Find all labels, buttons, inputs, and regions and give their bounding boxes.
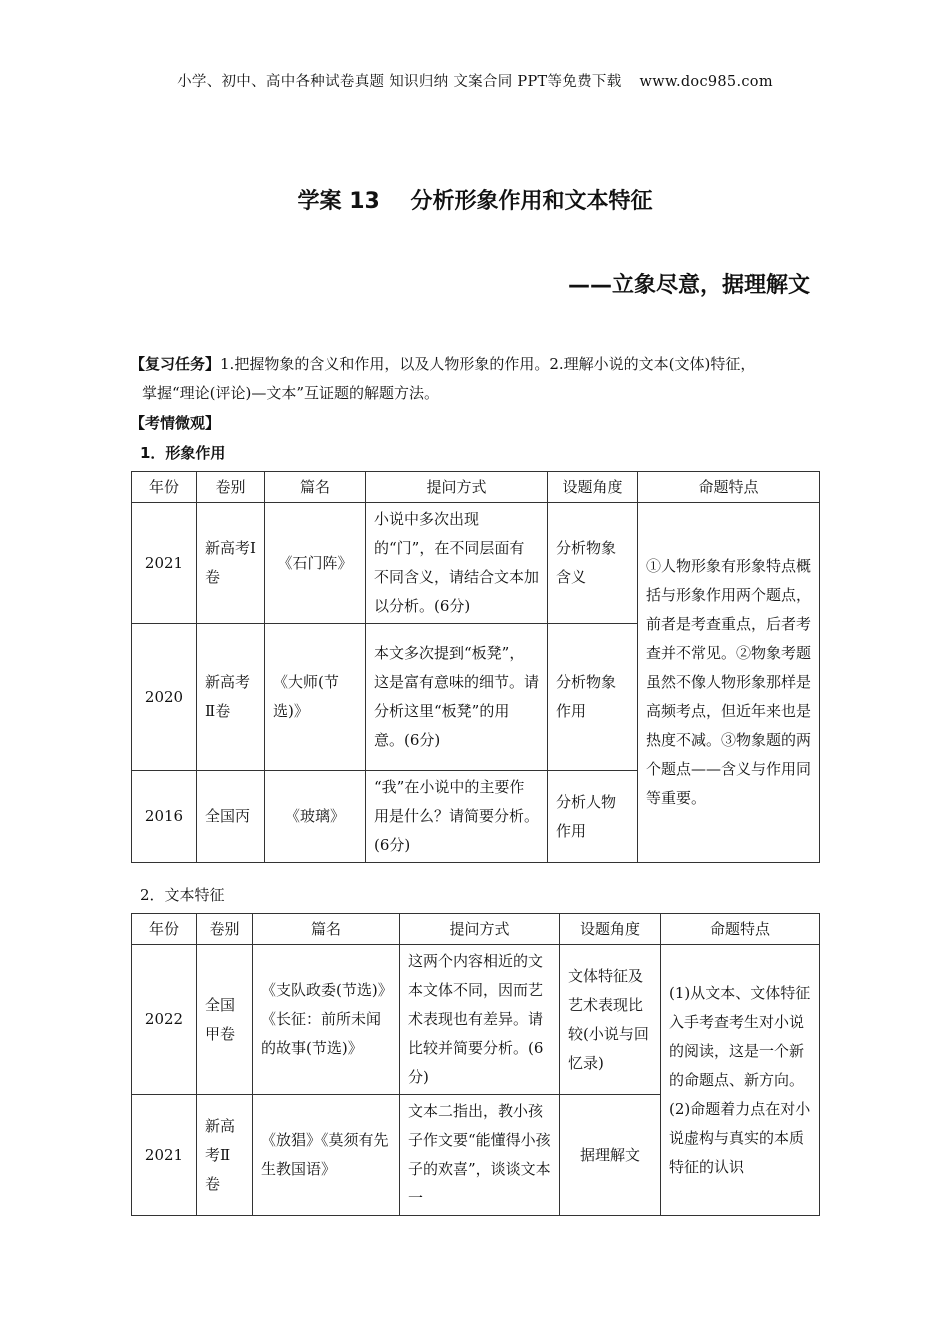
cell-year: 2020 bbox=[132, 624, 197, 771]
cell-title: 《大师(节选)》 bbox=[265, 624, 366, 771]
document-subtitle: ——立象尽意，据理解文 bbox=[567, 273, 810, 298]
cell-title: 《支队政委(节选)》《长征：前所未闻的故事(节选)》 bbox=[253, 945, 400, 1095]
header-question: 提问方式 bbox=[366, 472, 548, 503]
cell-paper: 新高考Ⅰ卷 bbox=[197, 503, 265, 624]
cell-angle: 分析物象含义 bbox=[548, 503, 638, 624]
cell-title: 《放猖》《莫须有先生教国语》 bbox=[253, 1095, 400, 1216]
section1-label: 1．形象作用 bbox=[140, 444, 226, 462]
header-question: 提问方式 bbox=[400, 914, 560, 945]
page-header bbox=[0, 70, 950, 91]
header-paper: 卷别 bbox=[197, 914, 253, 945]
review-line-1: 1.把握物象的含义和作用，以及人物形象的作用。2.理解小说的文本(文体)特征， bbox=[220, 355, 756, 373]
table-row bbox=[132, 503, 820, 624]
cell-angle: 分析人物作用 bbox=[548, 771, 638, 863]
cell-feature: (1)从文本、文体特征入手考查考生对小说的阅读，这是一个新的命题点、新方向。(2)命题着力点在对小说虚构与真实的本质特征的认识 bbox=[661, 945, 820, 1216]
cell-question: 小说中多次出现的“门”，在不同层面有不同含义，请结合文本加以分析。(6分) bbox=[366, 503, 548, 624]
header-title: 篇名 bbox=[253, 914, 400, 945]
header-feature: 命题特点 bbox=[661, 914, 820, 945]
header-angle: 设题角度 bbox=[560, 914, 661, 945]
review-label: 【复习任务】 bbox=[130, 355, 221, 373]
text-feature-table bbox=[131, 913, 820, 1216]
table-header-row bbox=[132, 472, 820, 503]
table-row bbox=[132, 945, 820, 1095]
header-text: 小学、初中、高中各种试卷真题 知识归纳 文案合同 PPT等免费下载 bbox=[177, 74, 622, 90]
cell-angle: 分析物象作用 bbox=[548, 624, 638, 771]
cell-title: 《石门阵》 bbox=[265, 503, 366, 624]
cell-paper: 全国丙 bbox=[197, 771, 265, 863]
review-task bbox=[130, 350, 830, 408]
section2-label: 2．文本特征 bbox=[140, 886, 225, 904]
image-function-table bbox=[131, 471, 820, 863]
cell-paper: 新高考Ⅱ卷 bbox=[197, 624, 265, 771]
cell-question: “我”在小说中的主要作用是什么？请简要分析。(6分) bbox=[366, 771, 548, 863]
header-paper: 卷别 bbox=[197, 472, 265, 503]
cell-year: 2021 bbox=[132, 1095, 197, 1216]
cell-paper: 全国甲卷 bbox=[197, 945, 253, 1095]
header-year: 年份 bbox=[132, 914, 197, 945]
cell-year: 2021 bbox=[132, 503, 197, 624]
cell-title: 《玻璃》 bbox=[265, 771, 366, 863]
cell-year: 2022 bbox=[132, 945, 197, 1095]
exam-label: 【考情微观】 bbox=[130, 414, 221, 432]
cell-feature: ①人物形象有形象特点概括与形象作用两个题点，前者是考查重点，后者考查并不常见。②物象考题虽然不像人物形象那样是高频考点，但近年来也是热度不减。③物象题的两个题点——含义与作用同等重要。 bbox=[638, 503, 820, 863]
header-year: 年份 bbox=[132, 472, 197, 503]
cell-question: 本文多次提到“板凳”，这是富有意味的细节。请分析这里“板凳”的用意。(6分) bbox=[366, 624, 548, 771]
header-feature: 命题特点 bbox=[638, 472, 820, 503]
document-title: 学案 13 分析形象作用和文本特征 bbox=[297, 189, 653, 214]
header-angle: 设题角度 bbox=[548, 472, 638, 503]
cell-paper: 新高考Ⅱ卷 bbox=[197, 1095, 253, 1216]
header-title: 篇名 bbox=[265, 472, 366, 503]
table-header-row bbox=[132, 914, 820, 945]
cell-question: 这两个内容相近的文本文体不同，因而艺术表现也有差异。请比较并简要分析。(6分) bbox=[400, 945, 560, 1095]
cell-angle: 文体特征及艺术表现比较(小说与回忆录) bbox=[560, 945, 661, 1095]
header-site: www.doc985.com bbox=[639, 74, 773, 90]
cell-question: 文本二指出，教小孩子作文要“能懂得小孩子的欢喜”，谈谈文本一 bbox=[400, 1095, 560, 1216]
cell-angle: 据理解文 bbox=[560, 1095, 661, 1216]
review-line-2: 掌握“理论(评论)—文本”互证题的解题方法。 bbox=[142, 384, 440, 402]
cell-year: 2016 bbox=[132, 771, 197, 863]
